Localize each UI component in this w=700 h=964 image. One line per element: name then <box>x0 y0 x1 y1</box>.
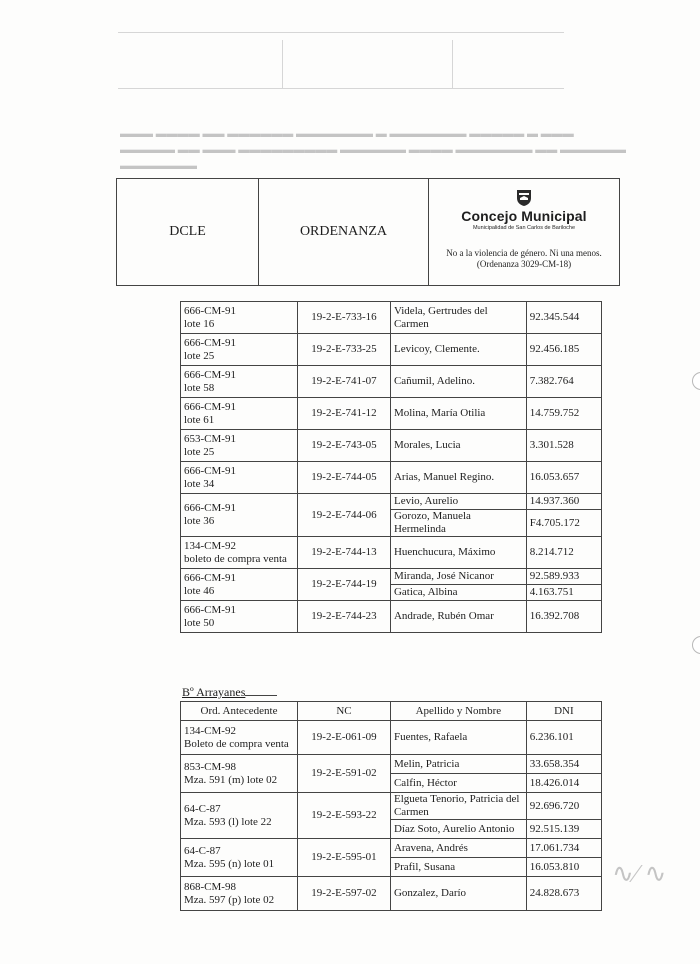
table-row <box>181 755 602 774</box>
header-ordenanza: ORDENANZA <box>259 179 429 285</box>
ord-line: lote 50 <box>184 616 215 629</box>
ord-line: lote 61 <box>184 413 215 426</box>
ord-antecedente-cell <box>181 398 298 430</box>
ord-antecedente-cell <box>181 601 298 633</box>
dni-cell: 92.515.139 <box>526 820 601 839</box>
name-cell: Levicoy, Clemente. <box>390 334 526 366</box>
table-row <box>181 494 602 510</box>
section-title-text: Bº Arrayanes <box>182 685 246 699</box>
name-cell: Morales, Lucia <box>390 430 526 462</box>
slogan-line-2: (Ordenanza 3029-CM-18) <box>476 259 572 269</box>
name-cell: Gatica, Albina <box>390 585 526 601</box>
nc-cell: 19-2-E-744-19 <box>298 569 391 601</box>
ord-line: lote 25 <box>184 445 215 458</box>
table-row <box>181 877 602 911</box>
nc-cell: 19-2-E-744-23 <box>298 601 391 633</box>
ord-line: 868-CM-98 <box>184 880 236 893</box>
slogan <box>446 248 601 270</box>
table-row <box>181 721 602 755</box>
ord-line: 64-C-87 <box>184 844 221 857</box>
dni-cell: 16.053.657 <box>526 462 601 494</box>
ord-antecedente-cell <box>181 755 298 793</box>
name-cell: Videla, Gertrudes del Carmen <box>390 302 526 334</box>
dni-cell: 92.345.544 <box>526 302 601 334</box>
table-row <box>181 793 602 820</box>
dni-cell: 18.426.014 <box>526 774 601 793</box>
ord-line: 134-CM-92 <box>184 724 236 737</box>
dni-cell: 24.828.673 <box>526 877 601 911</box>
dni-cell: 7.382.764 <box>526 366 601 398</box>
ord-antecedente-cell <box>181 430 298 462</box>
ord-antecedente-cell <box>181 334 298 366</box>
nc-cell: 19-2-E-744-06 <box>298 494 391 537</box>
nc-cell: 19-2-E-061-09 <box>298 721 391 755</box>
table-row <box>181 398 602 430</box>
nc-cell: 19-2-E-733-25 <box>298 334 391 366</box>
name-cell: Andrade, Rubén Omar <box>390 601 526 633</box>
name-cell: Levio, Aurelio <box>390 494 526 510</box>
name-cell: Prafil, Susana <box>390 858 526 877</box>
ord-line: 653-CM-91 <box>184 432 236 445</box>
table-header-row <box>181 702 602 721</box>
ord-line: Boleto de compra venta <box>184 737 289 750</box>
nc-cell: 19-2-E-733-16 <box>298 302 391 334</box>
name-cell: Calfin, Héctor <box>390 774 526 793</box>
ord-line: Mza. 593 (l) lote 22 <box>184 815 272 828</box>
name-cell: Fuentes, Rafaela <box>390 721 526 755</box>
dni-cell: 33.658.354 <box>526 755 601 774</box>
name-cell: Miranda, José Nicanor <box>390 569 526 585</box>
ord-line: boleto de compra venta <box>184 552 287 565</box>
ord-line: Mza. 591 (m) lote 02 <box>184 773 278 786</box>
municipality-name: Municipalidad de San Carlos de Bariloche <box>472 225 576 231</box>
parcels-table <box>180 301 602 633</box>
table-row <box>181 537 602 569</box>
ord-antecedente-cell <box>181 721 298 755</box>
ord-line: 666-CM-91 <box>184 400 236 413</box>
ord-line: lote 58 <box>184 381 215 394</box>
council-name: Concejo Municipal <box>461 208 587 224</box>
table-row <box>181 569 602 585</box>
ord-antecedente-cell <box>181 877 298 911</box>
ord-line: 64-C-87 <box>184 802 221 815</box>
ord-line: lote 36 <box>184 515 215 527</box>
ord-line: lote 34 <box>184 477 215 490</box>
header-dcle: DCLE <box>117 179 259 285</box>
dni-cell: F4.705.172 <box>526 510 601 537</box>
ord-line: 134-CM-92 <box>184 539 236 552</box>
name-cell: Gonzalez, Darío <box>390 877 526 911</box>
nc-cell: 19-2-E-597-02 <box>298 877 391 911</box>
ord-antecedente-cell <box>181 494 298 537</box>
dni-cell: 14.759.752 <box>526 398 601 430</box>
ord-line: Mza. 595 (n) lote 01 <box>184 857 275 870</box>
title-underline <box>245 695 277 696</box>
ord-antecedente-cell <box>181 569 298 601</box>
name-cell: Molina, María Otilia <box>390 398 526 430</box>
ord-line: lote 16 <box>184 317 215 330</box>
name-cell: Cañumil, Adelino. <box>390 366 526 398</box>
ord-line: lote 46 <box>184 584 215 597</box>
ord-line: 853-CM-98 <box>184 760 236 773</box>
nc-cell: 19-2-E-744-13 <box>298 537 391 569</box>
name-cell: Elgueta Tenorio, Patricia del Carmen <box>390 793 526 820</box>
ord-line: 666-CM-91 <box>184 603 236 616</box>
dni-cell: 92.456.185 <box>526 334 601 366</box>
nc-cell: 19-2-E-743-05 <box>298 430 391 462</box>
ord-antecedente-cell <box>181 462 298 494</box>
ord-antecedente-cell <box>181 366 298 398</box>
ord-line: lote 25 <box>184 349 215 362</box>
table-row <box>181 430 602 462</box>
ord-line: 666-CM-91 <box>184 304 236 317</box>
ord-antecedente-cell <box>181 793 298 839</box>
nc-cell: 19-2-E-744-05 <box>298 462 391 494</box>
header-dni: DNI <box>526 702 601 721</box>
dni-cell: 3.301.528 <box>526 430 601 462</box>
nc-cell: 19-2-E-591-02 <box>298 755 391 793</box>
dni-cell: 92.589.933 <box>526 569 601 585</box>
ord-line: 666-CM-91 <box>184 336 236 349</box>
header-nc: NC <box>298 702 391 721</box>
dni-cell: 17.061.734 <box>526 839 601 858</box>
dni-cell: 4.163.751 <box>526 585 601 601</box>
slogan-line-1: No a la violencia de género. Ni una menos. <box>446 248 602 258</box>
header-name: Apellido y Nombre <box>390 702 526 721</box>
header-ord: Ord. Antecedente <box>181 702 298 721</box>
name-cell: Arias, Manuel Regino. <box>390 462 526 494</box>
section-title <box>182 685 277 700</box>
council-crest-icon <box>515 187 533 207</box>
nc-cell: 19-2-E-593-22 <box>298 793 391 839</box>
dni-cell: 16.053.810 <box>526 858 601 877</box>
table-row <box>181 334 602 366</box>
arrayanes-table <box>180 701 602 911</box>
name-cell: Melin, Patricia <box>390 755 526 774</box>
document-header <box>116 178 620 286</box>
dni-cell: 14.937.360 <box>526 494 601 510</box>
table-row <box>181 302 602 334</box>
ord-line: 666-CM-91 <box>184 368 236 381</box>
ord-line: 666-CM-91 <box>184 502 236 514</box>
ord-line: 666-CM-91 <box>184 464 236 477</box>
council-block <box>429 179 619 285</box>
nc-cell: 19-2-E-595-01 <box>298 839 391 877</box>
dni-cell: 6.236.101 <box>526 721 601 755</box>
dni-cell: 92.696.720 <box>526 793 601 820</box>
ord-antecedente-cell <box>181 839 298 877</box>
name-cell: Aravena, Andrés <box>390 839 526 858</box>
table-row <box>181 366 602 398</box>
table-row <box>181 839 602 858</box>
name-cell: Díaz Soto, Aurelio Antonio <box>390 820 526 839</box>
name-cell: Huenchucura, Máximo <box>390 537 526 569</box>
table-row <box>181 462 602 494</box>
dni-cell: 16.392.708 <box>526 601 601 633</box>
dni-cell: 8.214.712 <box>526 537 601 569</box>
table-row <box>181 601 602 633</box>
nc-cell: 19-2-E-741-12 <box>298 398 391 430</box>
name-cell: Gorozo, Manuela Hermelinda <box>390 510 526 537</box>
ord-line: 666-CM-91 <box>184 571 236 584</box>
ord-line: Mza. 597 (p) lote 02 <box>184 893 275 906</box>
nc-cell: 19-2-E-741-07 <box>298 366 391 398</box>
ord-antecedente-cell <box>181 537 298 569</box>
ord-antecedente-cell <box>181 302 298 334</box>
